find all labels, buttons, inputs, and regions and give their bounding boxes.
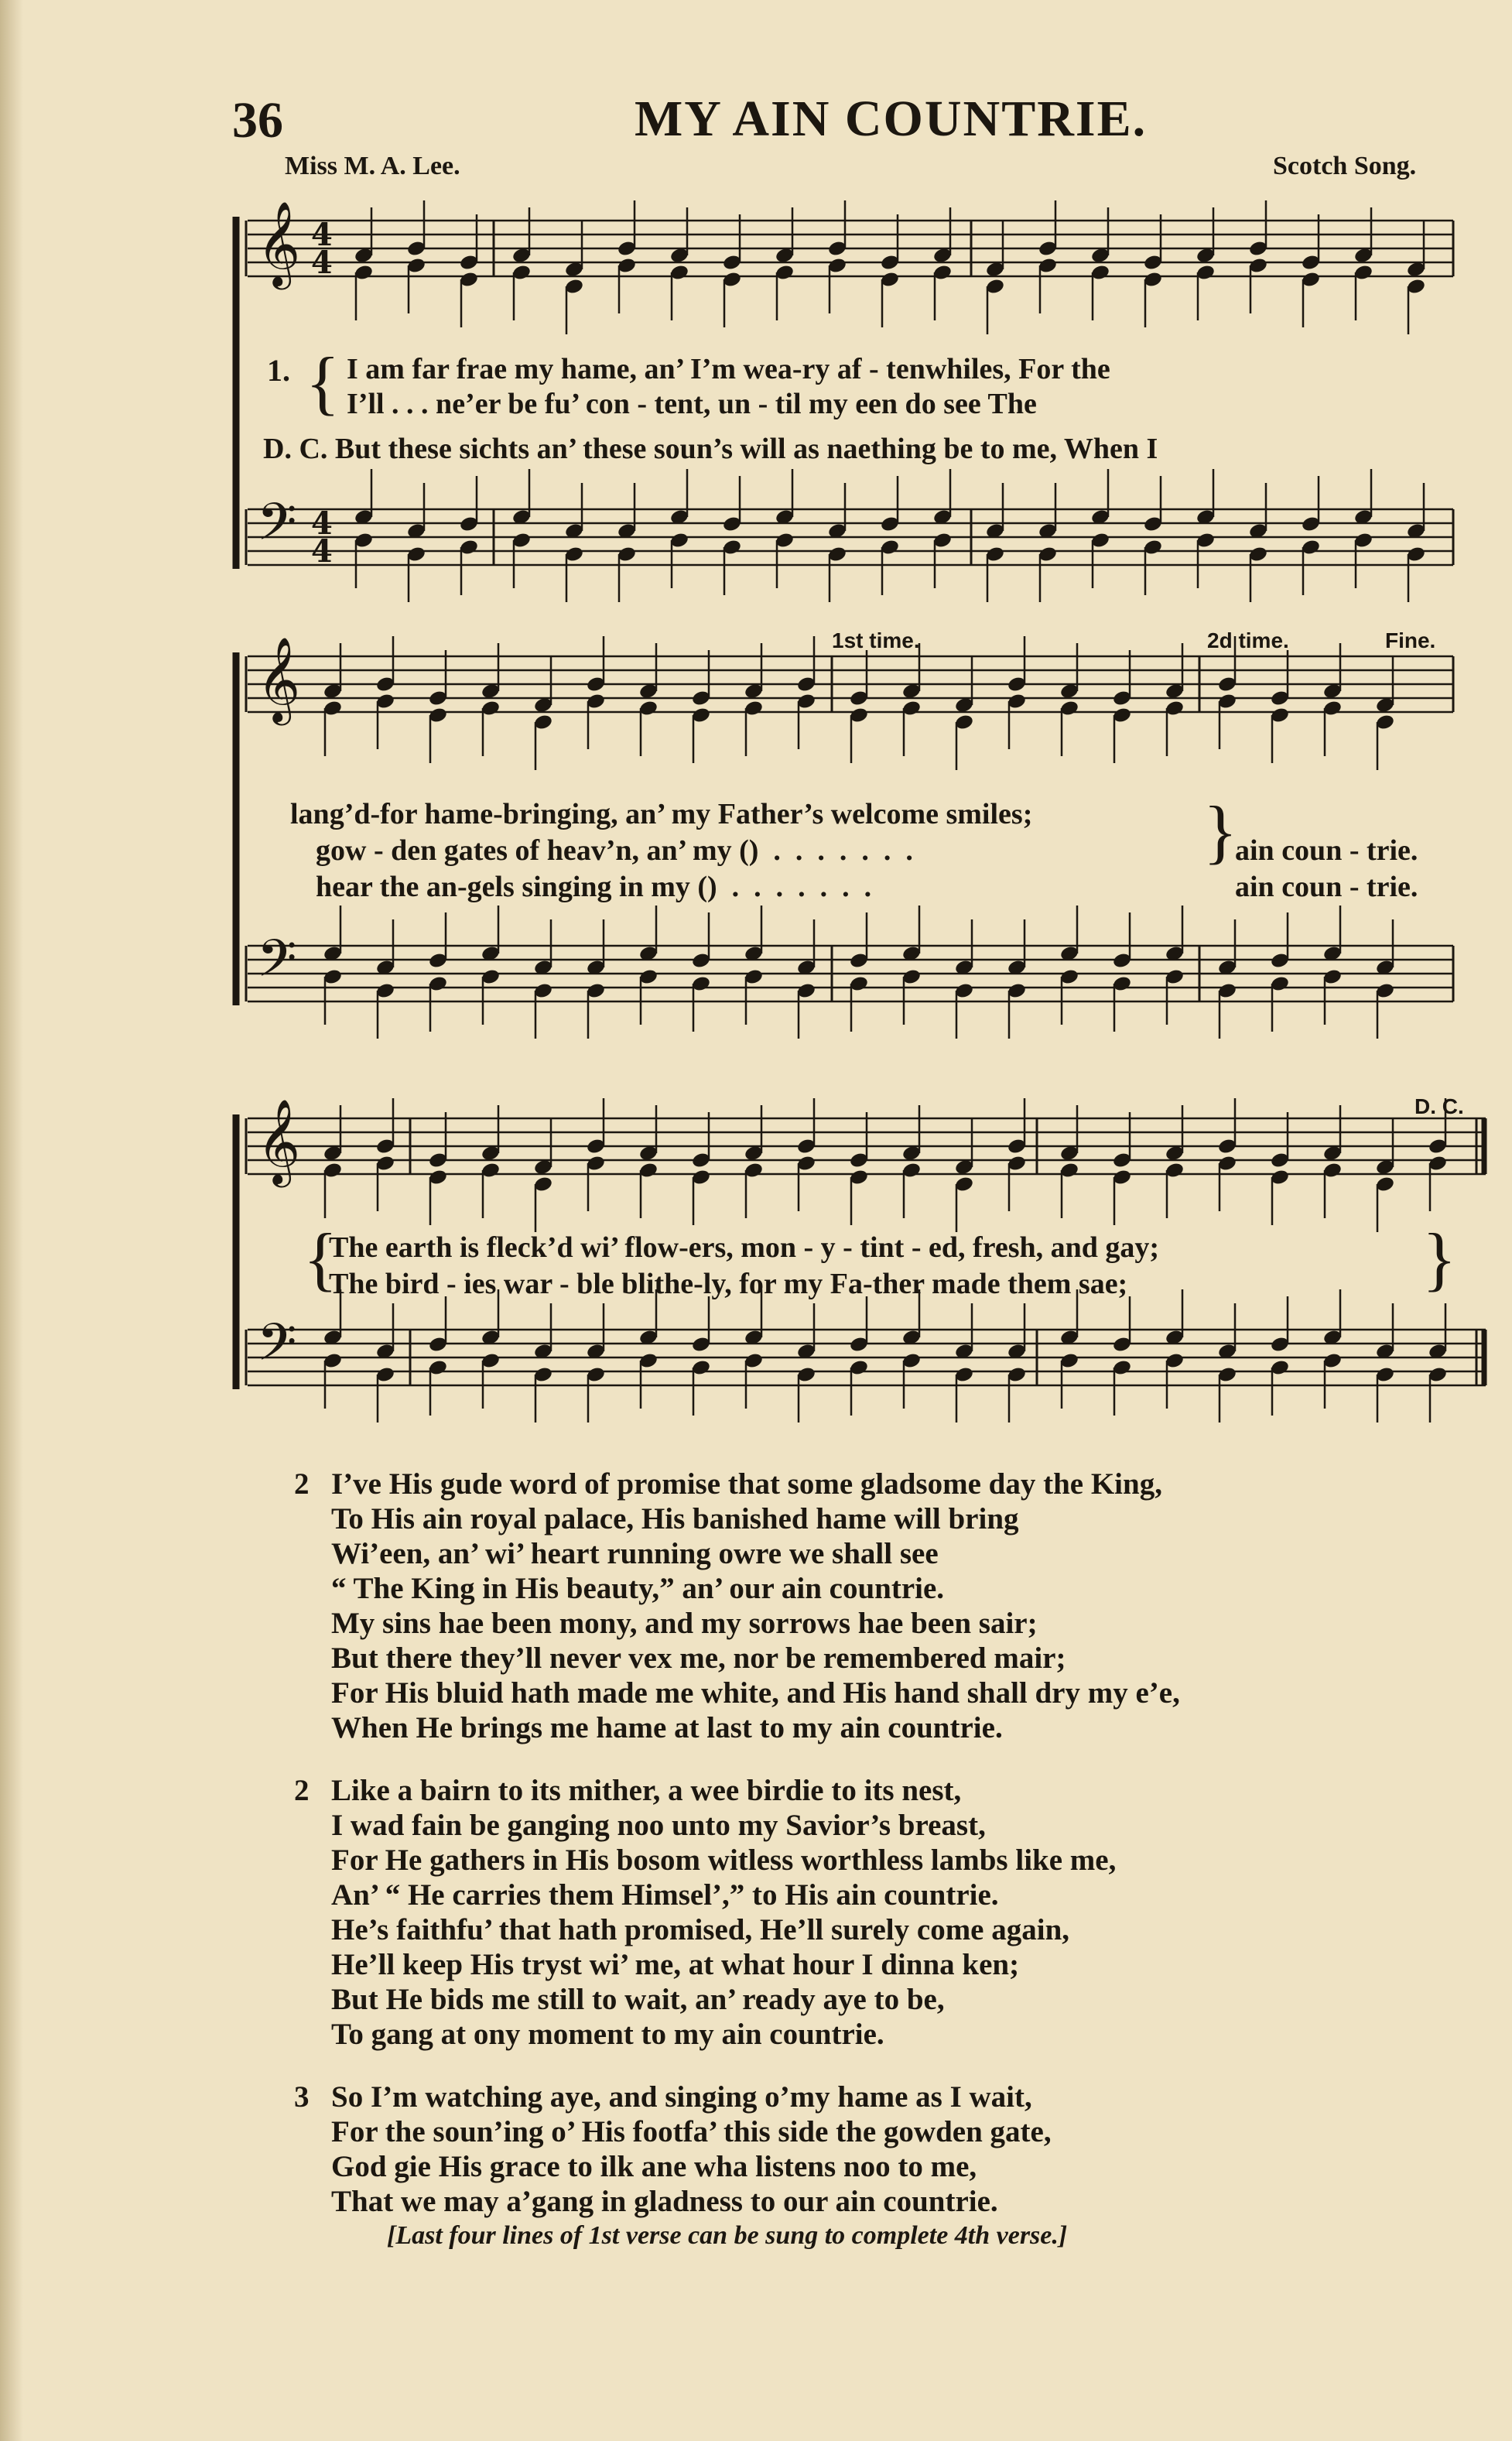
verse — [294, 2080, 1180, 2219]
stanza-number: 1. — [267, 353, 290, 388]
lyric-line-1: lang’d-for hame-bringing, an’ my Father’s welcome smiles; — [290, 798, 1033, 830]
lyric-brace: } — [1422, 1219, 1457, 1298]
first-ending-label: 1st time. — [832, 628, 920, 652]
bass-clef: 𝄢 — [257, 1313, 297, 1385]
lyric-line-1: The earth is fleck’d wi’ flow-ers, mon - y - tint - ed, fresh, and gay; — [329, 1231, 1160, 1264]
lyric-brace: { — [306, 343, 340, 422]
verse-line: He’s faithfu’ that hath promised, He’ll surely come again, — [331, 1913, 1070, 1946]
treble-clef: 𝄞 — [257, 1099, 301, 1184]
lyric-ending: ain coun - trie. — [1235, 871, 1418, 903]
fine-label: Fine. — [1385, 628, 1436, 652]
page-number: 36 — [232, 92, 283, 149]
verse — [294, 1773, 1180, 2052]
lyric-line-2: The bird - ies war - ble blithe-ly, for my Fa-ther made them sae; — [329, 1268, 1128, 1300]
footnote: [Last four lines of 1st verse can be sung to complete 4th verse.] — [387, 2221, 1068, 2250]
bass-clef: 𝄢 — [257, 929, 297, 1001]
verse-line: But there they’ll never vex me, nor be remembered mair; — [331, 1642, 1066, 1675]
verse-line: 2 Like a bairn to its mither, a wee birdie to its nest, — [294, 1774, 962, 1807]
treble-clef: 𝄞 — [257, 201, 301, 286]
dc-label: D. C. — [1415, 1094, 1464, 1118]
lyric-ending: ain coun - trie. — [1235, 834, 1418, 867]
verse-line: To His ain royal palace, His banished hame will bring — [331, 1502, 1019, 1535]
lyric-line-2: I’ll . . . ne’er be fu’ con - tent, un - til my een do see The — [347, 388, 1037, 420]
verse-line: For the soun’ing o’ His footfa’ this side the gowden gate, — [331, 2115, 1052, 2148]
verse — [294, 1467, 1180, 1745]
composer-credit: Scotch Song. — [1273, 152, 1417, 180]
time-signature: 4 — [311, 217, 333, 253]
verse-line: When He brings me hame at last to my ain countrie. — [331, 1711, 1003, 1744]
verse-line: For He gathers in His bosom witless worthless lambs like me, — [331, 1844, 1117, 1877]
lyricist-credit: Miss M. A. Lee. — [285, 152, 460, 180]
time-signature: 4 — [311, 505, 333, 542]
lyric-line-2: gow - den gates of heav’n, an’ my () . . . . . . . — [316, 834, 913, 867]
lyric-line-3: hear the an-gels singing in my () . . . . . . . — [316, 871, 872, 903]
page-title: MY AIN COUNTRIE. — [635, 91, 1148, 147]
verse-line: God gie His grace to ilk ane wha listens noo to me, — [331, 2150, 977, 2183]
verse-line: He’ll keep His tryst wi’ me, at what hour I dinna ken; — [331, 1948, 1020, 1981]
verse-line: An’ “ He carries them Himsel’,” to His ain countrie. — [331, 1878, 999, 1912]
lyric-line-1: I am far frae my hame, an’ I’m wea-ry af - tenwhiles, For the — [347, 353, 1110, 385]
lyric-line-dc: D. C. But these sichts an’ these soun’s will as naething be to me, When I — [263, 433, 1158, 465]
verse-line: My sins hae been mony, and my sorrows hae been sair; — [331, 1607, 1038, 1640]
verse-line: To gang at ony moment to my ain countrie. — [331, 2018, 884, 2051]
verse-number: 2 — [294, 1467, 310, 1501]
verse-line: But He bids me still to wait, an’ ready aye to be, — [331, 1983, 945, 2016]
verse-number: 3 — [294, 2080, 310, 2114]
second-ending-label: 2d time. — [1207, 628, 1289, 652]
treble-clef: 𝄞 — [257, 637, 301, 722]
verse-line: Wi’een, an’ wi’ heart running owre we shall see — [331, 1537, 939, 1570]
verse-line: For His bluid hath made me white, and His hand shall dry my e’e, — [331, 1676, 1180, 1710]
verse-number: 2 — [294, 1774, 310, 1807]
verse-line: “ The King in His beauty,” an’ our ain countrie. — [331, 1572, 945, 1605]
verse-line: I wad fain be ganging noo unto my Savior’s breast, — [331, 1809, 986, 1842]
time-signature: 4 — [311, 533, 333, 570]
time-signature: 4 — [311, 245, 333, 281]
verse-line: 3 So I’m watching aye, and singing o’my hame as I wait, — [294, 2080, 1032, 2114]
lyric-brace: } — [1203, 792, 1238, 871]
verse-line: 2 I’ve His gude word of promise that some gladsome day the King, — [294, 1467, 1162, 1501]
bass-clef: 𝄢 — [257, 492, 297, 564]
lyric-brace: { — [303, 1219, 338, 1298]
verse-line: That we may a’gang in gladness to our ain countrie. — [331, 2185, 998, 2218]
verses — [294, 1467, 1180, 2247]
